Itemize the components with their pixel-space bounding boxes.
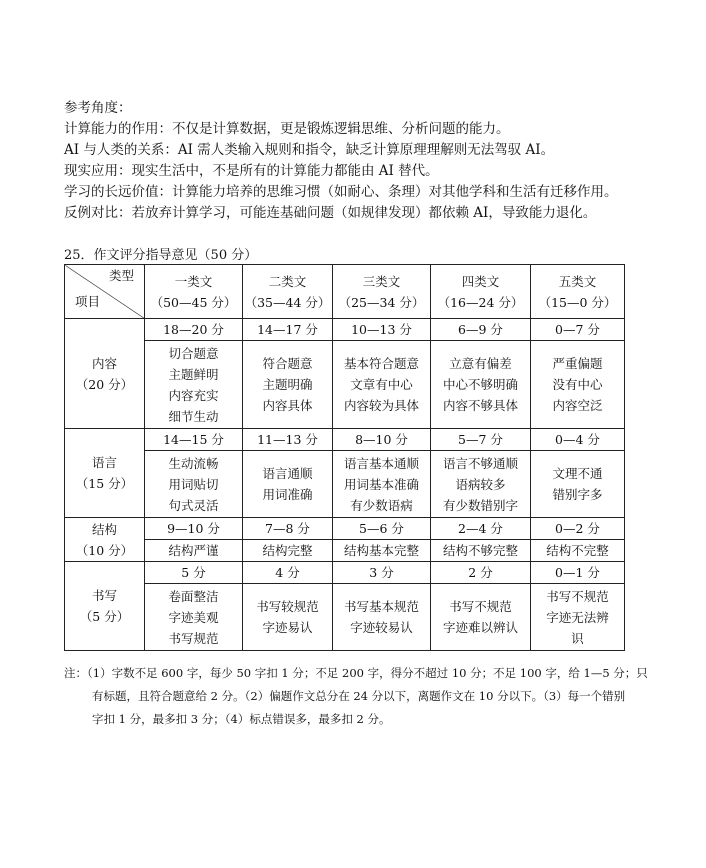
row-label-cell bbox=[65, 429, 145, 518]
desc-line: 主题鲜明 bbox=[168, 366, 219, 382]
desc-line: 字迹难以辨认 bbox=[442, 620, 518, 635]
desc-line: 书写不规范 bbox=[449, 599, 512, 614]
desc-line: 内容不够具体 bbox=[442, 398, 518, 413]
reference-line: 现实应用：现实生活中，不是所有的计算能力都能由 AI 替代。 bbox=[64, 163, 439, 179]
reference-line: AI 与人类的关系：AI 需人类输入规则和指令，缺乏计算原理理解则无法驾驭 AI。 bbox=[64, 142, 555, 158]
desc-row bbox=[65, 341, 625, 429]
desc-line: 细节生动 bbox=[168, 408, 219, 424]
grading-table bbox=[64, 264, 625, 651]
desc-line: 用词贴切 bbox=[168, 476, 219, 492]
desc-line: 书写较规范 bbox=[256, 599, 319, 614]
header-range: （15—0 分） bbox=[538, 294, 617, 310]
score-cell: 9—10 分 bbox=[145, 518, 243, 540]
desc-line: 字迹易认 bbox=[262, 620, 313, 635]
score-cell: 7—8 分 bbox=[243, 518, 333, 540]
desc-line: 基本符合题意 bbox=[343, 356, 419, 371]
desc-cell bbox=[243, 451, 333, 518]
desc-row bbox=[65, 584, 625, 651]
row-label: 书写 bbox=[91, 588, 117, 603]
row-label: 语言 bbox=[91, 455, 117, 470]
reference-line: 参考角度： bbox=[64, 100, 132, 116]
desc-cell bbox=[431, 584, 531, 651]
header-cell bbox=[431, 265, 531, 319]
score-cell: 6—9 分 bbox=[431, 319, 531, 341]
score-cell: 10—13 分 bbox=[333, 319, 431, 341]
desc-line: 错别字多 bbox=[552, 487, 603, 502]
header-cell bbox=[243, 265, 333, 319]
corner-cell bbox=[65, 265, 145, 319]
desc-line: 语言通顺 bbox=[262, 466, 313, 481]
score-cell: 0—4 分 bbox=[531, 429, 625, 451]
desc-line: 字迹无法辨 bbox=[546, 609, 609, 625]
score-cell: 5 分 bbox=[145, 562, 243, 584]
row-label-cell bbox=[65, 319, 145, 429]
desc-line: 严重偏题 bbox=[552, 356, 603, 371]
header-row bbox=[65, 265, 625, 319]
desc-cell bbox=[333, 584, 431, 651]
header-name: 三类文 bbox=[362, 273, 401, 289]
desc-line: 没有中心 bbox=[552, 377, 603, 392]
desc-line: 中心不够明确 bbox=[442, 377, 518, 392]
desc-line: 内容较为具体 bbox=[343, 398, 419, 413]
note-line: 字扣 1 分，最多扣 3 分；（4）标点错误多，最多扣 2 分。 bbox=[92, 712, 391, 726]
corner-item-label: 项目 bbox=[75, 294, 101, 309]
score-row bbox=[65, 319, 625, 341]
desc-cell bbox=[145, 451, 243, 518]
score-cell: 5—6 分 bbox=[333, 518, 431, 540]
row-label: 内容 bbox=[91, 355, 117, 371]
desc-line: 用词准确 bbox=[262, 487, 313, 502]
score-cell: 3 分 bbox=[333, 562, 431, 584]
desc-cell bbox=[531, 584, 625, 651]
header-range: （35—44 分） bbox=[244, 294, 331, 310]
note-line: 注：（1）字数不足 600 字，每少 50 字扣 1 分；不足 200 字，得分不超过 10 分；不足 100 字，给 1—5 分；只 bbox=[64, 666, 648, 680]
desc-cell: 结构不完整 bbox=[531, 540, 625, 562]
row-label-cell bbox=[65, 518, 145, 562]
header-name: 二类文 bbox=[268, 273, 307, 289]
desc-line: 立意有偏差 bbox=[449, 356, 512, 371]
desc-line: 语言不够通顺 bbox=[442, 455, 518, 471]
desc-line: 书写基本规范 bbox=[343, 599, 419, 614]
score-cell: 14—15 分 bbox=[145, 429, 243, 451]
header-cell bbox=[145, 265, 243, 319]
desc-cell: 结构完整 bbox=[243, 540, 333, 562]
desc-line: 主题明确 bbox=[262, 377, 313, 392]
desc-cell bbox=[531, 341, 625, 429]
score-row bbox=[65, 562, 625, 584]
desc-cell bbox=[243, 341, 333, 429]
desc-line: 字迹美观 bbox=[168, 609, 219, 625]
row-points: （10 分） bbox=[75, 542, 134, 558]
header-range: （25—34 分） bbox=[338, 294, 425, 310]
reference-line: 学习的长远价值：计算能力培养的思维习惯（如耐心、条理）对其他学科和生活有迁移作用。 bbox=[64, 184, 618, 200]
notes-section bbox=[64, 662, 684, 731]
desc-line: 内容充实 bbox=[168, 387, 219, 403]
section-title: 25．作文评分指导意见（50 分） bbox=[64, 248, 258, 263]
desc-cell bbox=[431, 451, 531, 518]
header-cell bbox=[531, 265, 625, 319]
score-row bbox=[65, 518, 625, 540]
score-cell: 0—1 分 bbox=[531, 562, 625, 584]
score-cell: 0—7 分 bbox=[531, 319, 625, 341]
desc-line: 文理不通 bbox=[552, 466, 603, 481]
header-name: 四类文 bbox=[461, 273, 500, 289]
desc-line: 书写不规范 bbox=[546, 588, 609, 604]
desc-line: 内容具体 bbox=[262, 398, 313, 413]
reference-line: 计算能力的作用：不仅是计算数据，更是锻炼逻辑思维、分析问题的能力。 bbox=[64, 121, 510, 137]
desc-line: 语病较多 bbox=[455, 476, 506, 492]
header-name: 一类文 bbox=[174, 273, 213, 289]
header-cell bbox=[333, 265, 431, 319]
desc-line: 语言基本通顺 bbox=[343, 455, 419, 471]
desc-cell bbox=[145, 341, 243, 429]
desc-line: 生动流畅 bbox=[168, 455, 219, 471]
score-cell: 2—4 分 bbox=[431, 518, 531, 540]
desc-line: 句式灵活 bbox=[168, 497, 219, 513]
desc-cell: 结构不够完整 bbox=[431, 540, 531, 562]
desc-line: 卷面整洁 bbox=[168, 588, 219, 604]
desc-cell: 结构基本完整 bbox=[333, 540, 431, 562]
score-cell: 11—13 分 bbox=[243, 429, 333, 451]
desc-cell bbox=[531, 451, 625, 518]
desc-line: 符合题意 bbox=[262, 356, 313, 371]
score-cell: 14—17 分 bbox=[243, 319, 333, 341]
row-label-cell bbox=[65, 562, 145, 651]
row-points: （15 分） bbox=[75, 476, 134, 491]
desc-cell bbox=[145, 584, 243, 651]
desc-line: 有少数错别字 bbox=[442, 497, 518, 513]
desc-cell bbox=[333, 341, 431, 429]
note-line: 有标题，且符合题意给 2 分。（2）偏题作文总分在 24 分以下，离题作文在 10 分以下。（3）每一个错别 bbox=[92, 689, 626, 703]
desc-line: 文章有中心 bbox=[350, 377, 413, 392]
score-cell: 4 分 bbox=[243, 562, 333, 584]
row-points: （5 分） bbox=[79, 609, 130, 624]
reference-section bbox=[64, 98, 684, 224]
desc-line: 书写规范 bbox=[168, 630, 219, 646]
desc-line: 识 bbox=[571, 630, 584, 646]
score-cell: 18—20 分 bbox=[145, 319, 243, 341]
score-cell: 8—10 分 bbox=[333, 429, 431, 451]
desc-cell: 结构严谨 bbox=[145, 540, 243, 562]
score-cell: 2 分 bbox=[431, 562, 531, 584]
reference-line: 反例对比：若放弃计算学习，可能连基础问题（如规律发现）都依赖 AI，导致能力退化。 bbox=[64, 205, 597, 221]
header-range: （16—24 分） bbox=[437, 294, 524, 310]
score-cell: 0—2 分 bbox=[531, 518, 625, 540]
header-range: （50—45 分） bbox=[150, 294, 237, 310]
score-row bbox=[65, 429, 625, 451]
score-cell: 5—7 分 bbox=[431, 429, 531, 451]
corner-type-label: 类型 bbox=[108, 268, 134, 283]
desc-line: 切合题意 bbox=[168, 345, 219, 361]
desc-cell bbox=[333, 451, 431, 518]
row-label: 结构 bbox=[91, 521, 117, 537]
desc-row bbox=[65, 451, 625, 518]
desc-cell bbox=[431, 341, 531, 429]
row-points: （20 分） bbox=[75, 376, 134, 392]
desc-line: 有少数语病 bbox=[350, 497, 413, 513]
desc-line: 内容空泛 bbox=[552, 398, 603, 413]
desc-line: 用词基本准确 bbox=[343, 476, 419, 492]
desc-cell bbox=[243, 584, 333, 651]
header-name: 五类文 bbox=[558, 273, 597, 289]
desc-line: 字迹较易认 bbox=[350, 620, 413, 635]
desc-row bbox=[65, 540, 625, 562]
